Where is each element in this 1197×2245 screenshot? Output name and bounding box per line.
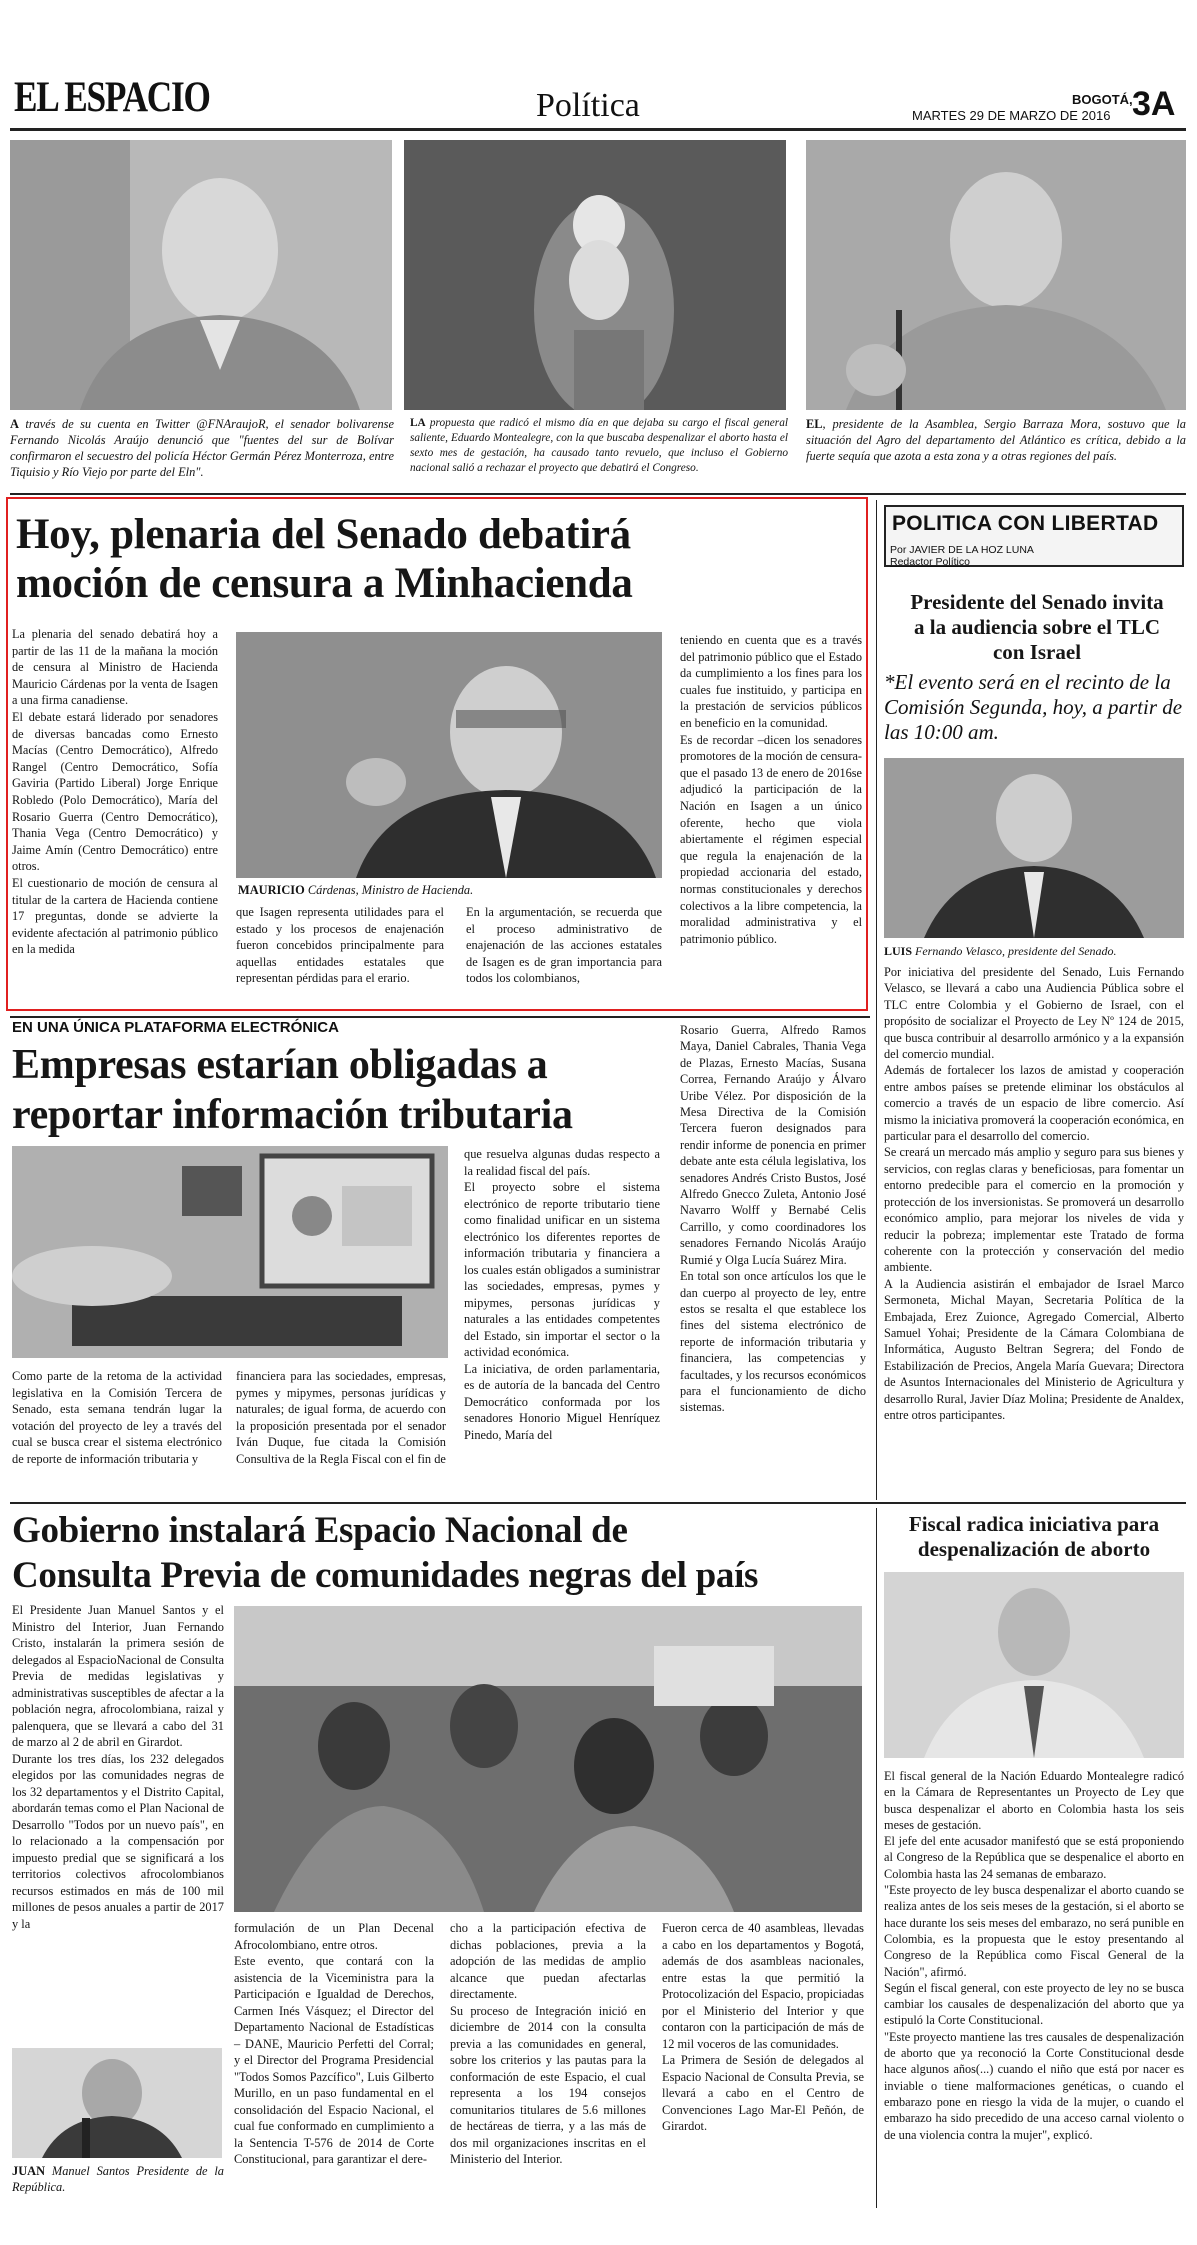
photo-fetus-model	[404, 140, 786, 410]
section-title: Política	[536, 87, 640, 124]
dateline-date: MARTES 29 DE MARZO DE 2016	[912, 108, 1111, 123]
column-author: Por JAVIER DE LA HOZ LUNA Redactor Político	[890, 544, 1034, 568]
photo-luis-velasco	[884, 758, 1184, 938]
divider-story1	[10, 1016, 870, 1018]
story3-col2: formulación de un Plan Decenal Afrocolombiano, entre otros. Este evento, que contará con la asistencia de la Viceministra para la Participación e Igualdad de Derechos, Carmen Inés Vásquez; el Director del Departamento Nacional de Estadísticas – DANE, Mauricio Perfetti del Corral; y el Director del Programa Presidencial "Todos Somos Pazcífico", Luis Gilberto Murillo, en un paso fundamental en el consolidación del Espacio Nacional, el cual fue conformado en cumplimiento a la Sentencia T-576 de 2014 de Corte Constitucional, para garantizar el dere-	[234, 1921, 434, 2166]
photo-sergio-barraza	[806, 140, 1186, 410]
story2-col1: Como parte de la retoma de la actividad legislativa en la Comisión Tercera de Senado, esta semana tendrán lugar la votación del proyecto de ley a través del cual se busca crear el sistema electrónico de reporte de información tributaria y	[12, 1369, 222, 1466]
divider-story2	[10, 1502, 1186, 1504]
story1-col1: La plenaria del senado debatirá hoy a partir de las 11 de la mañana la moción de censura al Ministro de Hacienda Mauricio Cárdenas por la venta de Isagen a una firma canadiense. El debate estará liderado por senadores de diversas bancadas como Ernesto Macías (Centro Democrático), Alfredo Rangel (Centro Democrático, Sofía Gaviria (Partido Liberal) Jorge Enrique Robledo (Polo Democrático), María del Rosario Guerra (Centro Democrático), Thania Vega (Centro Democrático) y Jaime Amín (Centro Democrático) entre otros. El cuestionario de moción de censura al titular de la cartera de Hacienda contiene 17 preguntas, donde se advierte la evidente afectación al patrimonio público en la medida	[12, 627, 218, 957]
story1-headline: Hoy, plenaria del Senado debatirá moción de censura a Minhacienda	[16, 511, 633, 607]
story1-col4: teniendo en cuenta que es a través del patrimonio público que el Estado da cumplimiento a los fines para los cuales fue instituido, y participa en la prestación de servicios públicos en beneficio en la comunidad. Es de recordar –dicen los senadores promotores de la moción de censura- que el pasado 13 de enero de 2016se adjudicó la participación de la Nación en Isagen a un único oferente, hecho que viola abiertamente el régimen especial que regula la enajenación de la propiedad accionaria del estado, normas constitucionales y derechos colectivos a la libre competencia, la moralidad administrativa y el patrimonio público.	[680, 633, 862, 946]
photo-eduardo-montealegre	[884, 1572, 1184, 1758]
story2-col2: financiera para las sociedades, empresas, pymes y mipymes, personas jurídicas y naturales; de igual forma, de acuerdo con la proposición presentada por el senador Iván Duque, fue citada la Comisión Consultiva de la Regla Fiscal con el fin de	[236, 1369, 446, 1466]
story2-headline: Empresas estarían obligadas a reportar información tributaria	[12, 1042, 573, 1138]
newspaper-brand: EL ESPACIO	[14, 74, 210, 121]
story1-col2: que Isagen representa utilidades para el estado y los procesos de enajenación fueron concebidos principalmente para aquellas entidades estatales que representan pérdidas para el erario.	[236, 905, 444, 985]
story4-headline: Fiscal radica iniciativa para despenalización de aborto	[908, 1512, 1160, 1561]
story3-photo-caption: JUAN Manuel Santos Presidente de la República.	[12, 2164, 224, 2194]
column-headline: Presidente del Senado invita a la audiencia sobre el TLC con Israel	[910, 590, 1164, 664]
photo-juan-manuel-santos	[12, 2048, 222, 2158]
story2-kicker: EN UNA ÚNICA PLATAFORMA ELECTRÓNICA	[12, 1019, 339, 1036]
photo-mauricio-cardenas	[236, 632, 662, 878]
masthead-rule	[10, 128, 1186, 131]
caption-aborto: LA propuesta que radicó el mismo día en que dejaba su cargo el fiscal general saliente, Eduardo Montealegre, con la que buscaba despenalizar el aborto hasta el sexto mes de gestación, ha causado tanto revuelo, que incluso el Gobierno nacional salió a rechazar el proyecto que debatirá el Congreso.	[410, 417, 788, 474]
story1-photo-caption: MAURICIO Cárdenas, Ministro de Hacienda.	[238, 883, 474, 897]
photo-senator-araujo	[10, 140, 392, 410]
caption-barraza: EL, presidente de la Asamblea, Sergio Barraza Mora, sostuvo que la situación del Agro del departamento del Atlántico es crítica, debido a la fuerte sequía que azota a esta zona y a otras regiones del país.	[806, 417, 1186, 463]
column-photo-caption: LUIS Fernando Velasco, presidente del Senado.	[884, 944, 1117, 958]
story3-col3: cho a la participación efectiva de dichas poblaciones, previa a la adopción de las medidas de amplio alcance que puedan afectarlas directamente. Su proceso de Integración inició en diciembre de 2014 con la consulta previa a las comunidades en general, sobre los criterios y las pautas para la conformación de este Espacio, el cual representa a los 194 consejos comunitarios titulares de 5.6 millones de hectáreas de tierra, y a las más de dos mil organizaciones inscritas en el Ministerio del Interior.	[450, 1921, 646, 2166]
story2-col3: que resuelva algunas dudas respecto a la realidad fiscal del país. El proyecto sobre el sistema electrónico de reporte tributario tiene como finalidad unificar en un sistema electrónico los diferentes reportes de información tributaria y financiera a los cuales están obligados a suministrar las sociedades, empresas, pymes y mipymes, personas jurídicas y naturales a las entidades competentes del Estado, sin importar el sector o la actividad económica. La iniciativa, de orden parlamentaria, es de autoría de la bancada del Centro Democrático conformada por los senadores Honorio Miguel Henríquez Pinedo, María del	[464, 1147, 660, 1442]
column-body: Por iniciativa del presidente del Senado, Luis Fernando Velasco, se llevará a cabo una Audiencia Pública sobre el TLC entre Colombia y el Gobierno de Israel, con el propósito de socializar el Proyecto de Ley Nº 124 de 2015, que busca contribuir al desarrollo armónico y a la expansión del comercio mundial. Además de fortalecer los lazos de amistad y cooperación entre ambos países se pretende eliminar los obstáculos al comercio a través de un espacio de libre comercio. Así mismo la iniciativa promoverá la cooperación económica, en particular para el desarrollo del comercio. Se creará un mercado más amplio y seguro para sus bienes y servicios, con reglas claras y beneficiosas, para fomentar un entorno predecible para el comercio en la promoción y protección de los inversionistas. Se promoverá un desarrollo económico amplio, para mejorar los niveles de vida y reducir la pobreza; implementar este Tratado de forma coherente con la protección y conservación del medio ambiente. A la Audiencia asistirán el embajador de Israel Marco Sermoneta, Michal Mayan, Secretaria Política de la Embajada, Erez Zuionce, Agregado Comercial, Alberto Samuel Yohai; Presidente de la Cámara Colombiana de Informática, Augusto Beltran Segrera; del Fondo de Estabilización de Precios, Angela María Guevara; Directora de Asuntos Internacionales del Ministerio de Agricultura y desarrollo Rural, Javier Díaz Molina; Presidente de Analdex, entre otros participantes.	[884, 965, 1184, 1422]
column-name: POLITICA CON LIBERTAD	[892, 512, 1159, 535]
caption-araujo: A través de su cuenta en Twitter @FNAraujoR, el senador bolivarense Fernando Nicolás Araújo denunció que "fuentes del sur de Bolívar confirmaron el secuestro del policía Héctor Germán Pérez Monterroza, entre Tiquisio y Río Viejo por parte del Eln".	[10, 417, 394, 479]
story2-col4: Rosario Guerra, Alfredo Ramos Maya, Daniel Cabrales, Thania Vega de Plazas, Ernesto Macías, Susana Correa, Fernando Araújo y Álvaro Uribe Vélez. Por disposición de la Mesa Directiva de la Comisión Tercera fueron designados para rendir informe de ponencia en primer debate ante esta célula legislativa, los senadores Andrés Cristo Bustos, José Alfredo Gnecco Zuleta, Antonio José Navarro Wolff y Bernabé Celis Carrillo, y como coordinadores los senadores Fernando Nicolás Araújo Rumié y Olga Lucía Suárez Mira. En total son once artículos los que le dan cuerpo al proyecto de ley, entre estos se resalta el que establece los fines del sistema electrónico de reporte de información tributaria y financiera, las competencias y facultades, y los recursos económicos para el funcionamiento de dicho sistemas.	[680, 1023, 866, 1415]
story3-col1: El Presidente Juan Manuel Santos y el Ministro del Interior, Juan Fernando Cristo, instalarán la primera sesión de delegados al EspacioNacional de Consulta Previa de medidas legislativas y administrativas susceptibles de afectar a la población negra, afrocolombiana, raizal y palenquera, que se llevará a cabo del 31 de marzo al 2 de abril en Girardot. Durante los tres días, los 232 delegados elegidos por las comunidades negras de los 32 departamentos y el Distrito Capital, abordarán temas como el Plan Nacional de Desarrollo "Todos por un nuevo país", en lo relacionado a la compensación por impuesto predial que se significará a los territorios colectivos afrocolombianos recursos estimados en más de 100 mil millones de pesos anuales a partir de 2017 y la	[12, 1603, 224, 1931]
column-deck: *El evento será en el recinto de la Comisión Segunda, hoy, a partir de las 10:00 am.	[884, 670, 1183, 744]
page-number: 3A	[1132, 85, 1176, 123]
story3-headline: Gobierno instalará Espacio Nacional de Consulta Previa de comunidades negras del país	[12, 1510, 759, 1596]
divider-vertical-story4	[876, 1508, 877, 2208]
divider-vertical-right	[876, 500, 877, 1500]
dateline-city: BOGOTÁ,	[1072, 92, 1133, 107]
story3-col4: Fueron cerca de 40 asambleas, llevadas a cabo en los departamentos y Bogotá, además de dos asambleas nacionales, entre estas la que permitió la Protocolización del Espacio, propiciadas por el Ministerio del Interior y que contaron con la participación de más de 12 mil voceros de las comunidades. La Primera de Sesión de delegados al Espacio Nacional de Consulta Previa, se llevará a cabo en el Centro de Convenciones Lago Mar-El Peñón, de Girardot.	[662, 1921, 864, 2133]
divider-top-photos	[10, 493, 1186, 495]
story1-col3: En la argumentación, se recuerda que el proceso administrativo de enajenación de las acciones estatales de Isagen es de gran importancia para todos los colombianos,	[466, 905, 662, 985]
story4-body: El fiscal general de la Nación Eduardo Montealegre radicó en la Cámara de Representantes un Proyecto de Ley que busca despenalizar el aborto en Colombia hasta los seis meses de gestación. El jefe del ente acusador manifestó que se está proponiendo al Congreso de la República que se despenalice el aborto en Colombia hasta las 24 semanas de embarazo. "Este proyecto de ley busca despenalizar el aborto cuando se realiza antes de los seis meses de la gestación, si el aborto se hace durante los seis meses del embarazo, no será punible en Colombia, es la propuesta que le estoy presentando al Congreso de la República como Fiscal General de la Nación", afirmó. Según el fiscal general, con este proyecto de ley no se busca cambiar los causales de despenalización del aborto que ya estipuló la Corte Constitucional. "Este proyecto mantiene las tres causales de despenalización de aborto que ya reconoció la Corte Constitucional desde hace algunos años(...) cuando el niño que está por nacer es inviable o tiene malformaciones genéticas, o cuando el embarazo pone en riesgo la vida de la mujer, o cuando el embarazo ha sido precedido de una acceso carnal violento o de una violencia contra la mujer", explicó.	[884, 1769, 1184, 2142]
photo-afro-communities	[234, 1606, 862, 1912]
photo-computer-keyboard	[12, 1146, 448, 1358]
